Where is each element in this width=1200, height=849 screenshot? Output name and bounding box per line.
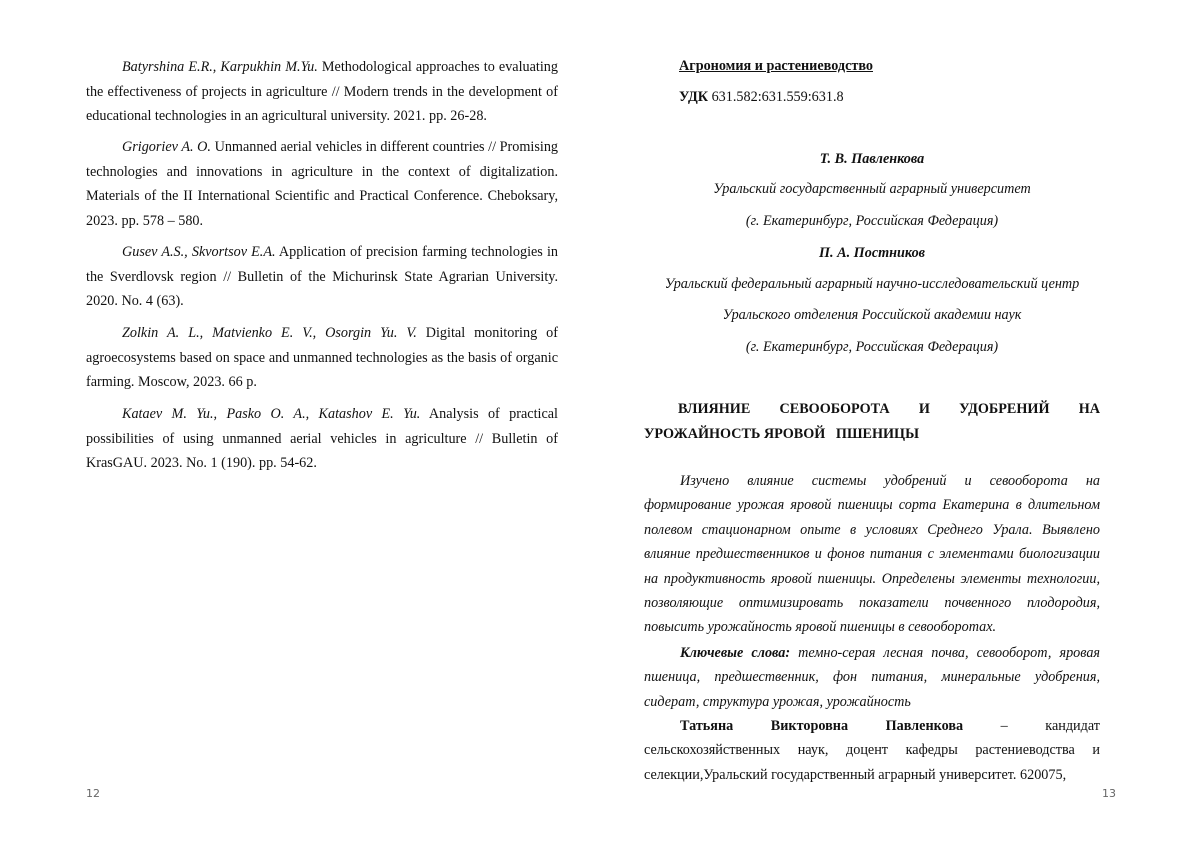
title-line-2: УРОЖАЙНОСТЬ ЯРОВОЙ ПШЕНИЦЫ [644,426,920,442]
title-word: И [918,401,930,417]
reference-authors: Kataev M. Yu., Pasko O. A., Katashov E. Yu. [122,406,421,422]
author-1: Т. В. Павленкова [819,151,925,167]
affiliation-1-line-2: (г. Екатеринбург, Российская Федерация) [745,213,999,229]
title-word: УДОБРЕНИЙ [959,401,1050,417]
page-number-right: 13 [1102,787,1116,800]
affiliation-1-line-1: Уральский государственный аграрный университет [713,181,1031,197]
keywords [644,641,1100,714]
reference-2 [86,135,558,233]
reference-3 [86,240,558,314]
reference-authors: Gusev A.S., Skvortsov E.A. [122,244,276,260]
author-2: П. А. Постников [819,245,925,261]
section-heading: Агрономия и растениеводство [679,58,873,74]
reference-text: Unmanned aerial vehicles in different countries // Promising technologies and innovations in agriculture in the context of digitalization. Materials of the II International Scientific and Practical Conference. Cheboksary, 2023. pp. 578 – 580. [86,139,559,229]
title-line-1 [644,397,1100,422]
affiliation-2-line-3: (г. Екатеринбург, Российская Федерация) [745,339,999,355]
reference-text: Methodological approaches to evaluating the effectiveness of projects in agriculture // Modern trends in the development of educational technologies in an agricultural university. 2021. pp. 26-28. [86,59,558,124]
reference-1 [86,55,558,129]
bio-name-word: Павленкова [885,718,964,734]
reference-5 [86,402,558,476]
bio-name-word: Викторовна [770,718,849,734]
udk-line [679,89,844,106]
title-word: НА [1078,401,1100,417]
keywords-text: темно-серая лесная почва, севооборот, яровая пшеница, предшественник, фон питания, минеральные удобрения, сидерат, структура урожая, урожайность [644,645,1101,710]
bio-first-word: кандидат [1045,718,1100,734]
abstract: Изучено влияние системы удобрений и севооборота на формирование урожая яровой пшеницы сорта Екатерина в длительном полевом стационарном опыте в условиях Среднего Урала. Выявлено влияние предшественников и фонов питания с элементами биологизации на продуктивность яровой пшеницы. Определены элементы технологии, позволяющие оптимизировать показатели почвенного плодородия, повысить урожайность яровой пшеницы в севооборотах. [644,473,1100,636]
affiliation-2-line-1: Уральский федеральный аграрный научно-исследовательский центр [664,276,1080,292]
page-number-left: 12 [86,787,100,800]
reference-authors: Grigoriev A. O. [122,139,211,155]
bio-name-word: Татьяна [680,718,734,734]
bio-rest: сельскохозяйственных наук, доцент кафедры растениеводства и селекции,Уральский государственный аграрный университет. 620075, [644,742,1100,783]
author-bio [644,714,1100,787]
article-title [644,397,1100,447]
title-word: СЕВООБОРОТА [779,401,890,417]
bio-dash: – [1000,718,1008,734]
reference-authors: Zolkin A. L., Matvienko E. V., Osorgin Yu. V. [122,325,417,341]
affiliation-2-line-2: Уральского отделения Российской академии наук [722,307,1022,323]
reference-text: Digital monitoring of agroecosystems based on space and unmanned technologies as the basis of organic farming. Moscow, 2023. 66 p. [86,325,559,390]
right-page [600,0,1200,849]
title-word: ВЛИЯНИЕ [678,401,751,417]
udk-value: 631.582:631.559:631.8 [708,89,844,105]
keywords-label: Ключевые слова: [680,645,791,661]
reference-text: Analysis of practical possibilities of using unmanned aerial vehicles in agriculture // Bulletin of KrasGAU. 2023. No. 1 (190). pp. 54-62. [86,406,558,471]
bio-line-1 [644,714,1100,738]
udk-label: УДК [679,89,709,105]
reference-authors: Batyrshina E.R., Karpukhin M.Yu. [122,59,318,75]
reference-4 [86,321,558,395]
reference-text: Application of precision farming technologies in the Sverdlovsk region // Bulletin of the Michurinsk State Agrarian University. 2020. No. 4 (63). [86,244,558,309]
